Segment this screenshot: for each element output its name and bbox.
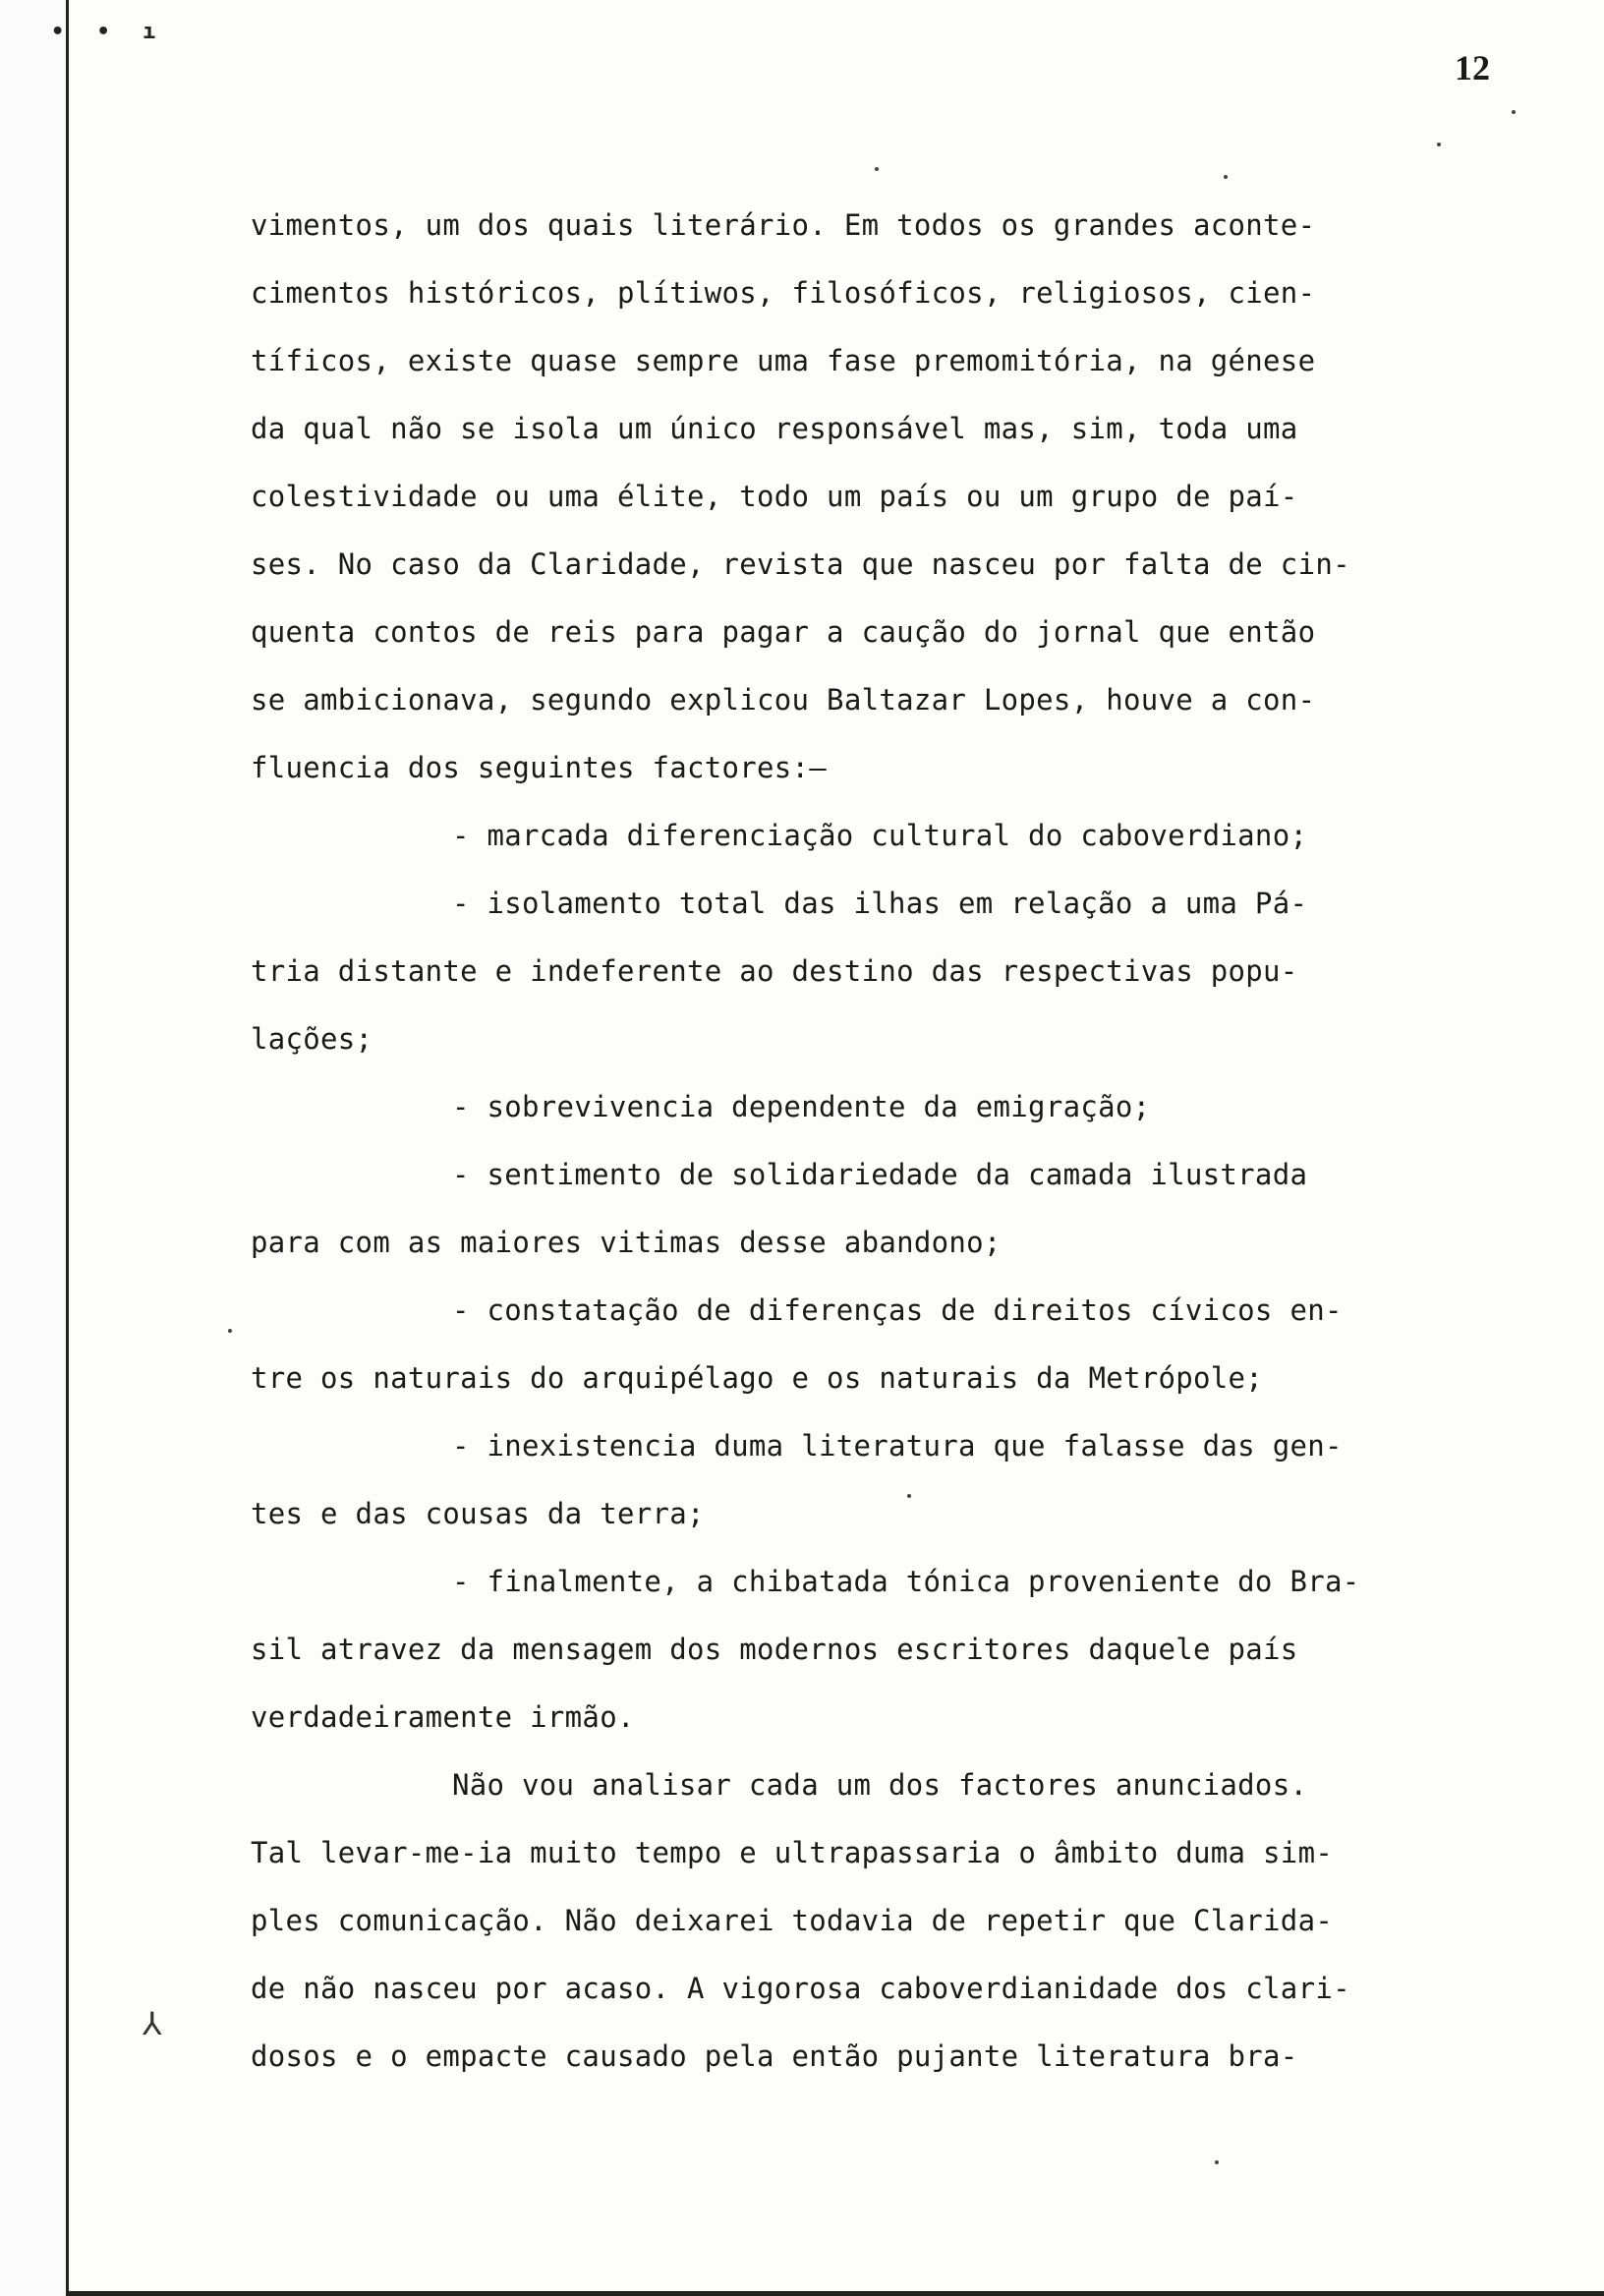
scan-speck (1224, 175, 1228, 179)
margin-handwritten-mark: ⅄ (143, 2005, 162, 2042)
scan-left-border (0, 0, 69, 2296)
top-margin-marks: • • ı (51, 20, 166, 44)
list-item: - sobrevivencia dependente da emigração; (452, 1090, 1151, 1123)
text-line: colestividade ou uma élite, todo um país ou um grupo de paí- (251, 480, 1298, 513)
text-line: Tal levar-me-ia muito tempo e ultrapassaria o âmbito duma sim- (251, 1836, 1334, 1869)
text-line: tre os naturais do arquipélago e os naturais da Metrópole; (251, 1361, 1264, 1395)
list-item: - finalmente, a chibatada tónica proveniente do Bra- (452, 1565, 1360, 1598)
text-line: se ambicionava, segundo explicou Baltazar Lopes, houve a con- (251, 683, 1316, 717)
scan-speck (1215, 2160, 1219, 2164)
list-item: - isolamento total das ilhas em relação a uma Pá- (452, 887, 1308, 920)
text-line: tíficos, existe quase sempre uma fase premomitória, na génese (251, 344, 1316, 377)
list-item: - constatação de diferenças de direitos cívicos en- (452, 1293, 1343, 1327)
scan-speck (1437, 143, 1441, 146)
text-line: de não nasceu por acaso. A vigorosa caboverdianidade dos clari- (251, 1972, 1350, 2005)
text-line: para com as maiores vitimas desse abandono; (251, 1226, 1002, 1259)
text-line: quenta contos de reis para pagar a caução do jornal que então (251, 615, 1316, 649)
text-line: lações; (251, 1022, 373, 1056)
list-item: - inexistencia duma literatura que falasse das gen- (452, 1429, 1343, 1463)
document-body (251, 192, 1528, 2091)
page-number: 12 (1455, 48, 1490, 87)
scan-bottom-border (69, 2291, 1604, 2296)
text-line: sil atravez da mensagem dos modernos escritores daquele país (251, 1633, 1298, 1666)
text-line: da qual não se isola um único responsável mas, sim, toda uma (251, 412, 1298, 445)
text-line: cimentos históricos, plítiwos, filosóficos, religiosos, cien- (251, 276, 1316, 310)
scan-speck (907, 1494, 911, 1498)
text-line: dosos e o empacte causado pela então pujante literatura bra- (251, 2039, 1298, 2073)
paragraph-start: Não vou analisar cada um dos factores anunciados. (452, 1768, 1308, 1802)
text-line: fluencia dos seguintes factores:— (251, 751, 828, 784)
text-line: ses. No caso da Claridade, revista que nasceu por falta de cin- (251, 547, 1350, 581)
scan-speck (228, 1329, 232, 1333)
text-line: verdadeiramente irmão. (251, 1700, 635, 1734)
text-line: vimentos, um dos quais literário. Em todos os grandes aconte- (251, 208, 1316, 242)
text-line: tes e das cousas da terra; (251, 1497, 705, 1530)
text-line: ples comunicação. Não deixarei todavia de repetir que Clarida- (251, 1904, 1334, 1937)
text-line: tria distante e indeferente ao destino das respectivas popu- (251, 954, 1298, 988)
scan-speck (1512, 110, 1516, 114)
list-item: - sentimento de solidariedade da camada ilustrada (452, 1158, 1308, 1191)
scan-speck (875, 167, 879, 171)
list-item: - marcada diferenciação cultural do caboverdiano; (452, 819, 1308, 852)
